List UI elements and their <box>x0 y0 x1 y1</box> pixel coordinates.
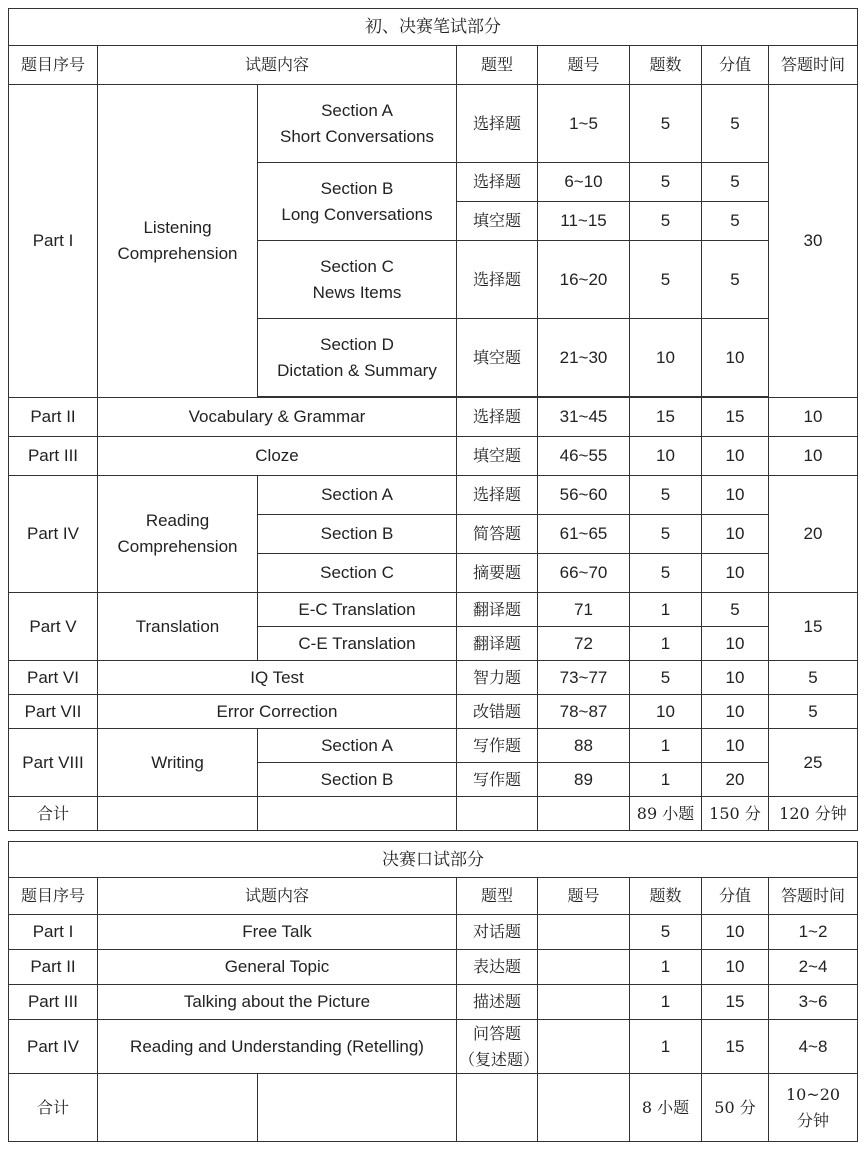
answer-time: 10 <box>769 437 858 476</box>
section-cell: Section A Short Conversations <box>258 85 457 163</box>
question-count: 10 <box>630 437 702 476</box>
question-numbers: 56~60 <box>538 476 630 515</box>
question-numbers: 66~70 <box>538 554 630 593</box>
section-cell: Section C News Items <box>258 241 457 319</box>
question-numbers: 1~5 <box>538 85 630 163</box>
header-count: 题数 <box>630 46 702 85</box>
section-cell: Section B <box>258 763 457 797</box>
table-row <box>9 950 858 985</box>
table-row <box>9 476 858 515</box>
question-score: 10 <box>702 554 769 593</box>
header-type: 题型 <box>457 878 538 915</box>
question-type: 描述题 <box>457 985 538 1020</box>
answer-time: 4~8 <box>769 1020 858 1074</box>
table-row <box>9 85 858 163</box>
question-type: 写作题 <box>457 729 538 763</box>
answer-time: 20 <box>769 476 858 593</box>
header-time: 答题时间 <box>769 878 858 915</box>
part-content: Reading and Understanding (Retelling) <box>98 1020 457 1074</box>
table-row <box>9 593 858 627</box>
part-label: Part II <box>9 398 98 437</box>
question-count: 5 <box>630 661 702 695</box>
question-numbers: 11~15 <box>538 202 630 241</box>
question-type: 填空题 <box>457 319 538 397</box>
question-score: 10 <box>702 695 769 729</box>
question-type: 选择题 <box>457 476 538 515</box>
question-score: 10 <box>702 950 769 985</box>
table-row <box>9 729 858 763</box>
question-score: 10 <box>702 437 769 476</box>
question-numbers: 88 <box>538 729 630 763</box>
part-label: Part III <box>9 437 98 476</box>
header-score: 分值 <box>702 46 769 85</box>
empty-cell <box>457 797 538 831</box>
question-count: 10 <box>630 319 702 397</box>
table-row <box>9 915 858 950</box>
question-count: 5 <box>630 915 702 950</box>
section-cell: C-E Translation <box>258 627 457 661</box>
total-count: 8 小题 <box>630 1074 702 1142</box>
part-content: Cloze <box>98 437 457 476</box>
question-count: 1 <box>630 763 702 797</box>
answer-time: 2~4 <box>769 950 858 985</box>
question-score: 10 <box>702 729 769 763</box>
question-score: 10 <box>702 476 769 515</box>
empty-cell <box>457 1074 538 1142</box>
question-score: 20 <box>702 763 769 797</box>
part-content: Reading Comprehension <box>98 476 258 593</box>
section-cell: E-C Translation <box>258 593 457 627</box>
question-count: 15 <box>630 398 702 437</box>
answer-time: 10 <box>769 398 858 437</box>
section-cell: Section D Dictation & Summary <box>258 319 457 397</box>
empty-cell <box>98 797 258 831</box>
answer-time: 25 <box>769 729 858 797</box>
header-numbers: 题号 <box>538 46 630 85</box>
question-count: 5 <box>630 554 702 593</box>
answer-time: 5 <box>769 695 858 729</box>
part-label: Part V <box>9 593 98 661</box>
question-type: 摘要题 <box>457 554 538 593</box>
part-label: Part IV <box>9 1020 98 1074</box>
question-type: 对话题 <box>457 915 538 950</box>
total-time: 10~20 分钟 <box>769 1074 858 1142</box>
part-content: Translation <box>98 593 258 661</box>
question-numbers: 72 <box>538 627 630 661</box>
page <box>8 8 857 1142</box>
question-score: 15 <box>702 1020 769 1074</box>
part-label: Part IV <box>9 476 98 593</box>
section-cell: Section B Long Conversations <box>258 163 457 241</box>
question-count: 1 <box>630 593 702 627</box>
question-type: 简答题 <box>457 515 538 554</box>
question-count: 1 <box>630 729 702 763</box>
question-score: 5 <box>702 593 769 627</box>
question-count: 5 <box>630 515 702 554</box>
part-content: General Topic <box>98 950 457 985</box>
question-count: 1 <box>630 985 702 1020</box>
question-type: 选择题 <box>457 398 538 437</box>
question-score: 10 <box>702 515 769 554</box>
question-numbers: 46~55 <box>538 437 630 476</box>
question-type: 翻译题 <box>457 593 538 627</box>
empty-cell <box>98 1074 258 1142</box>
question-type: 智力题 <box>457 661 538 695</box>
question-count: 5 <box>630 202 702 241</box>
question-type: 选择题 <box>457 163 538 202</box>
part-content: Vocabulary & Grammar <box>98 398 457 437</box>
table-row <box>9 661 858 695</box>
part-content: IQ Test <box>98 661 457 695</box>
section-cell: Section C <box>258 554 457 593</box>
question-type: 选择题 <box>457 85 538 163</box>
total-count: 89 小题 <box>630 797 702 831</box>
header-index: 题目序号 <box>9 46 98 85</box>
total-score: 150 分 <box>702 797 769 831</box>
part-content: Writing <box>98 729 258 797</box>
question-count: 1 <box>630 950 702 985</box>
part-content: Error Correction <box>98 695 457 729</box>
total-row <box>9 1074 858 1142</box>
question-type: 写作题 <box>457 763 538 797</box>
question-score: 5 <box>702 202 769 241</box>
question-numbers: 31~45 <box>538 398 630 437</box>
written-title: 初、决赛笔试部分 <box>9 9 858 46</box>
part-content: Talking about the Picture <box>98 985 457 1020</box>
total-score: 50 分 <box>702 1074 769 1142</box>
part-label: Part VII <box>9 695 98 729</box>
question-numbers: 71 <box>538 593 630 627</box>
part-label: Part I <box>9 915 98 950</box>
part-content: Listening Comprehension <box>98 85 258 398</box>
question-type: 翻译题 <box>457 627 538 661</box>
header-numbers: 题号 <box>538 878 630 915</box>
empty-cell <box>538 797 630 831</box>
question-score: 15 <box>702 398 769 437</box>
empty-cell <box>258 1074 457 1142</box>
question-type: 表达题 <box>457 950 538 985</box>
question-numbers <box>538 950 630 985</box>
question-numbers <box>538 915 630 950</box>
table-row <box>9 398 858 437</box>
part-label: Part I <box>9 85 98 398</box>
question-score: 5 <box>702 85 769 163</box>
question-numbers: 21~30 <box>538 319 630 397</box>
oral-title: 决赛口试部分 <box>9 842 858 878</box>
question-type: 选择题 <box>457 241 538 319</box>
part-label: Part II <box>9 950 98 985</box>
empty-cell <box>258 797 457 831</box>
answer-time: 3~6 <box>769 985 858 1020</box>
table-row <box>9 1020 858 1074</box>
oral-exam-table <box>8 841 858 1142</box>
part-content: Free Talk <box>98 915 457 950</box>
question-type: 改错题 <box>457 695 538 729</box>
question-numbers: 73~77 <box>538 661 630 695</box>
question-numbers <box>538 985 630 1020</box>
question-numbers: 78~87 <box>538 695 630 729</box>
question-score: 5 <box>702 163 769 202</box>
question-count: 1 <box>630 627 702 661</box>
header-count: 题数 <box>630 878 702 915</box>
section-cell: Section B <box>258 515 457 554</box>
section-cell: Section A <box>258 476 457 515</box>
total-label: 合计 <box>9 1074 98 1142</box>
question-type: 问答题 （复述题） <box>457 1020 538 1074</box>
question-score: 10 <box>702 627 769 661</box>
question-score: 5 <box>702 241 769 319</box>
question-count: 10 <box>630 695 702 729</box>
header-content: 试题内容 <box>98 878 457 915</box>
header-score: 分值 <box>702 878 769 915</box>
header-content: 试题内容 <box>98 46 457 85</box>
part-label: Part VIII <box>9 729 98 797</box>
answer-time: 15 <box>769 593 858 661</box>
question-numbers <box>538 1020 630 1074</box>
header-time: 答题时间 <box>769 46 858 85</box>
part-label: Part III <box>9 985 98 1020</box>
question-count: 1 <box>630 1020 702 1074</box>
answer-time: 1~2 <box>769 915 858 950</box>
header-type: 题型 <box>457 46 538 85</box>
written-exam-table <box>8 8 858 831</box>
question-count: 5 <box>630 163 702 202</box>
section-cell: Section A <box>258 729 457 763</box>
part-label: Part VI <box>9 661 98 695</box>
total-label: 合计 <box>9 797 98 831</box>
question-type: 填空题 <box>457 437 538 476</box>
question-score: 10 <box>702 661 769 695</box>
table-row <box>9 437 858 476</box>
table-row <box>9 985 858 1020</box>
table-row <box>9 695 858 729</box>
total-time: 120 分钟 <box>769 797 858 831</box>
header-index: 题目序号 <box>9 878 98 915</box>
question-numbers: 61~65 <box>538 515 630 554</box>
question-count: 5 <box>630 476 702 515</box>
total-row <box>9 797 858 831</box>
question-score: 10 <box>702 915 769 950</box>
question-count: 5 <box>630 85 702 163</box>
question-count: 5 <box>630 241 702 319</box>
empty-cell <box>538 1074 630 1142</box>
question-type: 填空题 <box>457 202 538 241</box>
question-score: 10 <box>702 319 769 397</box>
question-score: 15 <box>702 985 769 1020</box>
question-numbers: 6~10 <box>538 163 630 202</box>
question-numbers: 16~20 <box>538 241 630 319</box>
question-numbers: 89 <box>538 763 630 797</box>
answer-time: 30 <box>769 85 858 398</box>
answer-time: 5 <box>769 661 858 695</box>
